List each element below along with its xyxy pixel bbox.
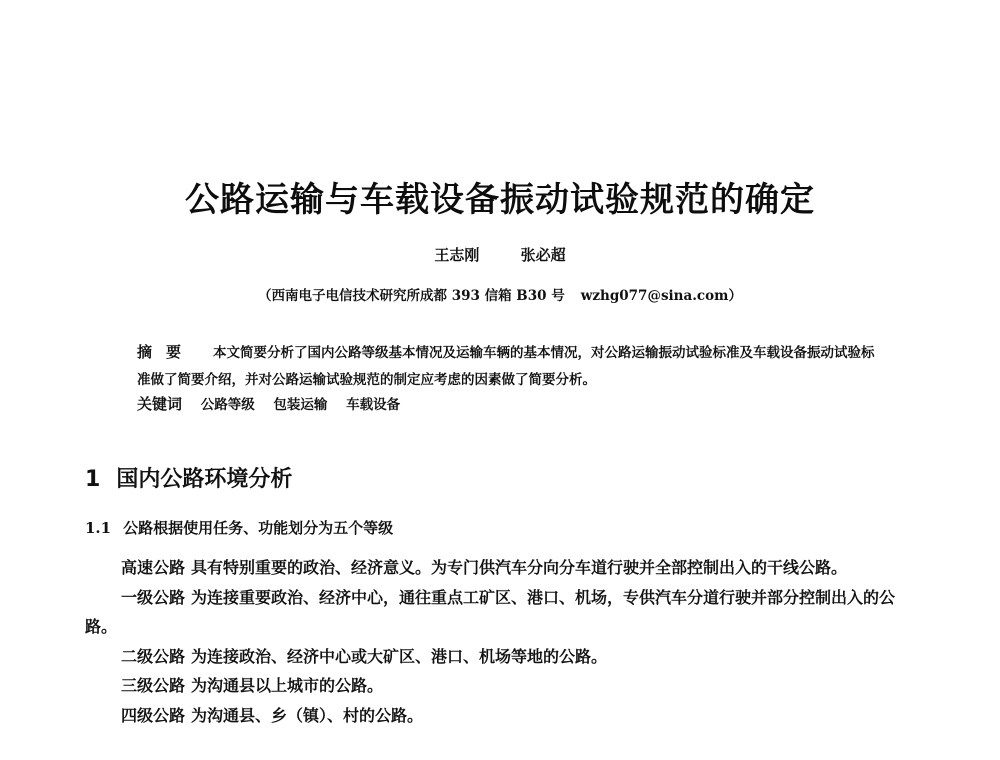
keyword-item: 公路等级 — [200, 397, 255, 413]
abstract-text: 本文简要分析了国内公路等级基本情况及运输车辆的基本情况，对公路运输振动试验标准及车载设备振动试验标准做了简要介绍，并对公路运输试验规范的制定应考虑的因素做了简要分析。 — [137, 345, 875, 388]
subsection-number: 1.1 — [85, 519, 112, 537]
section-title: 国内公路环境分析 — [116, 467, 293, 492]
keyword-item: 包装运输 — [273, 397, 328, 413]
section-number: 1 — [85, 467, 101, 492]
keyword-item: 车载设备 — [346, 397, 401, 413]
paragraph — [85, 642, 915, 672]
author-email: wzhg077@sina.com — [580, 288, 729, 304]
subsection-title: 公路根据使用任务、功能划分为五个等级 — [123, 519, 394, 537]
section-heading — [85, 462, 292, 493]
road-class-term: 一级公路 — [121, 587, 186, 607]
paragraph — [85, 583, 915, 642]
paragraph — [85, 671, 915, 701]
paragraph-text: 具有特别重要的政治、经济意义。为专门供汽车分向分车道行驶并全部控制出入的干线公路。 — [191, 558, 848, 577]
paragraph-text: 为连接重要政治、经济中心，通往重点工矿区、港口、机场，专供汽车分道行驶并部分控制出入的公路。 — [85, 587, 896, 636]
paragraph-text: 为连接政治、经济中心或大矿区、港口、机场等地的公路。 — [191, 646, 608, 666]
paragraph — [85, 553, 915, 583]
affiliation-open-paren: （ — [258, 288, 272, 304]
body-text — [85, 553, 915, 730]
subsection-heading — [85, 517, 393, 538]
author-list — [0, 244, 1000, 265]
paragraph — [85, 701, 915, 731]
author-name: 王志刚 — [434, 246, 480, 264]
paragraph-text: 为沟通县以上城市的公路。 — [191, 676, 384, 695]
affiliation-close-paren: ） — [728, 288, 742, 304]
keywords-label: 关键词 — [137, 395, 183, 413]
paper-title: 公路运输与车载设备振动试验规范的确定 — [185, 180, 815, 220]
keywords — [137, 393, 877, 414]
road-class-term: 高速公路 — [121, 558, 186, 577]
abstract-label: 摘要 — [137, 343, 196, 361]
road-class-term: 四级公路 — [121, 705, 186, 725]
paragraph-text: 为沟通县、乡（镇）、村的公路。 — [191, 705, 424, 725]
road-class-term: 二级公路 — [121, 646, 186, 666]
author-name: 张必超 — [520, 246, 566, 264]
road-class-term: 三级公路 — [121, 676, 186, 695]
affiliation-text: 西南电子电信技术研究所成都 393 信箱 B30 号 — [271, 288, 565, 304]
abstract — [137, 339, 877, 394]
affiliation — [0, 284, 1000, 304]
